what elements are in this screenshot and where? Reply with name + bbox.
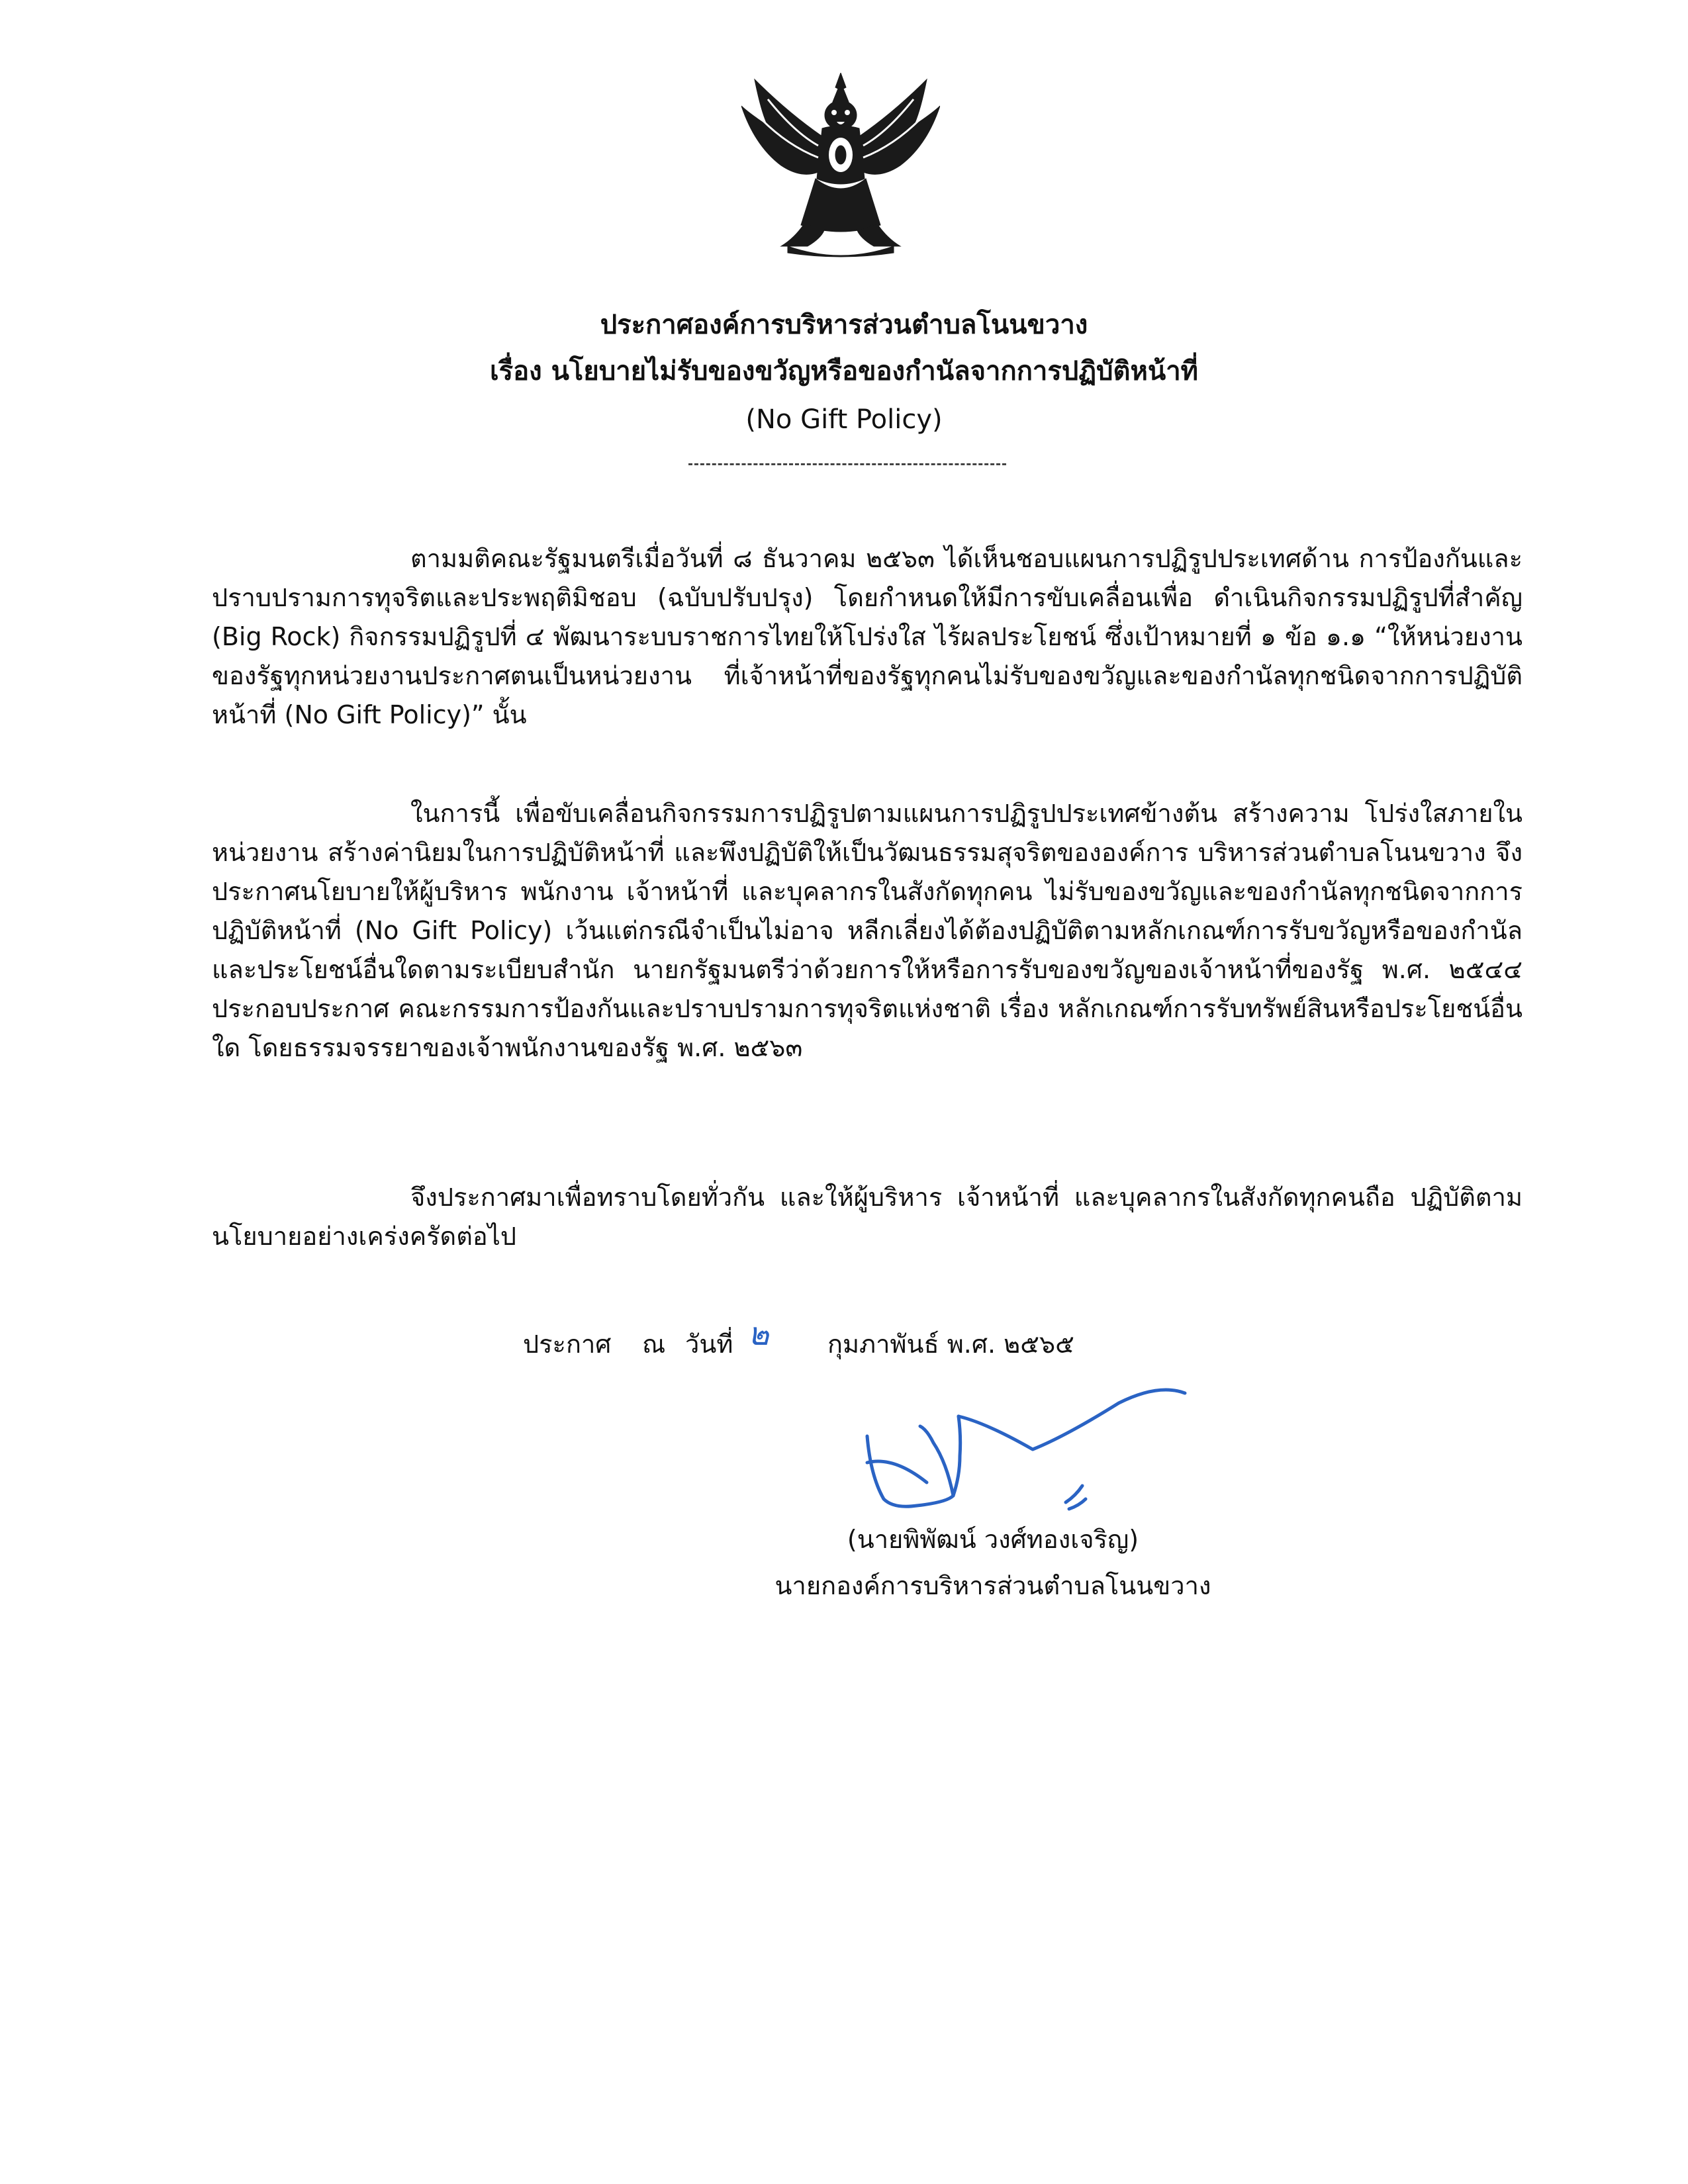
document-title: ประกาศองค์การบริหารส่วนตำบลโนนขวาง xyxy=(600,310,1088,340)
body-paragraph-1: ตามมติคณะรัฐมนตรีเมื่อวันที่ ๘ ธันวาคม ๒๕๖๓ ได้เห็นชอบแผนการปฏิรูปประเทศด้าน การป้องกันและปราบปรามการทุจริตและประพฤติมิชอบ (ฉบับปรับปรุง) โดยกำหนดให้มีการขับเคลื่อนเพื่อ ดำเนินกิจกรรมปฏิรูปที่สำคัญ (Big Rock) กิจกรรมปฏิรูปที่ ๔ พัฒนาระบบราชการไทยให้โปร่งใส ไร้ผลประโยชน์ ซึ่งเป้าหมายที่ ๑ ข้อ ๑.๑ “ให้หน่วยงานของรัฐทุกหน่วยงานประกาศตนเป็นหน่วยงาน ที่เจ้าหน้าที่ของรัฐทุกคนไม่รับของขวัญและของกำนัลทุกชนิดจากการปฏิบัติหน้าที่ (No Gift Policy)” นั้น xyxy=(212,544,1523,729)
body-paragraph-3: จึงประกาศมาเพื่อทราบโดยทั่วกัน และให้ผู้บริหาร เจ้าหน้าที่ และบุคลากรในสังกัดทุกคนถือ ปฏิบัติตามนโยบายอย่างเคร่งครัดต่อไป xyxy=(212,1183,1523,1251)
garuda-emblem-icon xyxy=(741,73,940,258)
month-year: กุมภาพันธ์ พ.ศ. ๒๕๖๕ xyxy=(827,1330,1074,1359)
title-divider xyxy=(688,463,1006,465)
document-subject: เรื่อง นโยบายไม่รับของขวัญหรือของกำนัลจากการปฏิบัติหน้าที่ xyxy=(489,356,1199,387)
announce-word: ประกาศ xyxy=(523,1330,612,1359)
policy-name: (No Gift Policy) xyxy=(745,404,943,435)
signatory-position: นายกองค์การบริหารส่วนตำบลโนนขวาง xyxy=(774,1571,1211,1600)
handwritten-day: ๒ xyxy=(748,1316,769,1353)
day-word: วันที่ xyxy=(685,1330,733,1359)
signatory-name: (นายพิพัฒน์ วงศ์ทองเจริญ) xyxy=(847,1525,1139,1554)
body-paragraph-2: ในการนี้ เพื่อขับเคลื่อนกิจกรรมการปฏิรูปตามแผนการปฏิรูปประเทศข้างต้น สร้างความ โปร่งใสภายในหน่วยงาน สร้างค่านิยมในการปฏิบัติหน้าที่ และพึงปฏิบัติให้เป็นวัฒนธรรมสุจริตขององค์การ บริหารส่วนตำบลโนนขวาง จึงประกาศนโยบายให้ผู้บริหาร พนักงาน เจ้าหน้าที่ และบุคลากรในสังกัดทุกคน ไม่รับของขวัญและของกำนัลทุกชนิดจากการปฏิบัติหน้าที่ (No Gift Policy) เว้นแต่กรณีจำเป็นไม่อาจ หลีกเลี่ยงได้ต้องปฏิบัติตามหลักเกณฑ์การรับขวัญหรือของกำนัล และประโยชน์อื่นใดตามระเบียบสำนัก นายกรัฐมนตรีว่าด้วยการให้หรือการรับของขวัญของเจ้าหน้าที่ของรัฐ พ.ศ. ๒๕๔๔ ประกอบประกาศ คณะกรรมการป้องกันและปราบปรามการทุจริตแห่งชาติ เรื่อง หลักเกณฑ์การรับทรัพย์สินหรือประโยชน์อื่นใด โดยธรรมจรรยาของเจ้าพนักงานของรัฐ พ.ศ. ๒๕๖๓ xyxy=(212,799,1523,1062)
at-word: ณ xyxy=(642,1330,666,1359)
